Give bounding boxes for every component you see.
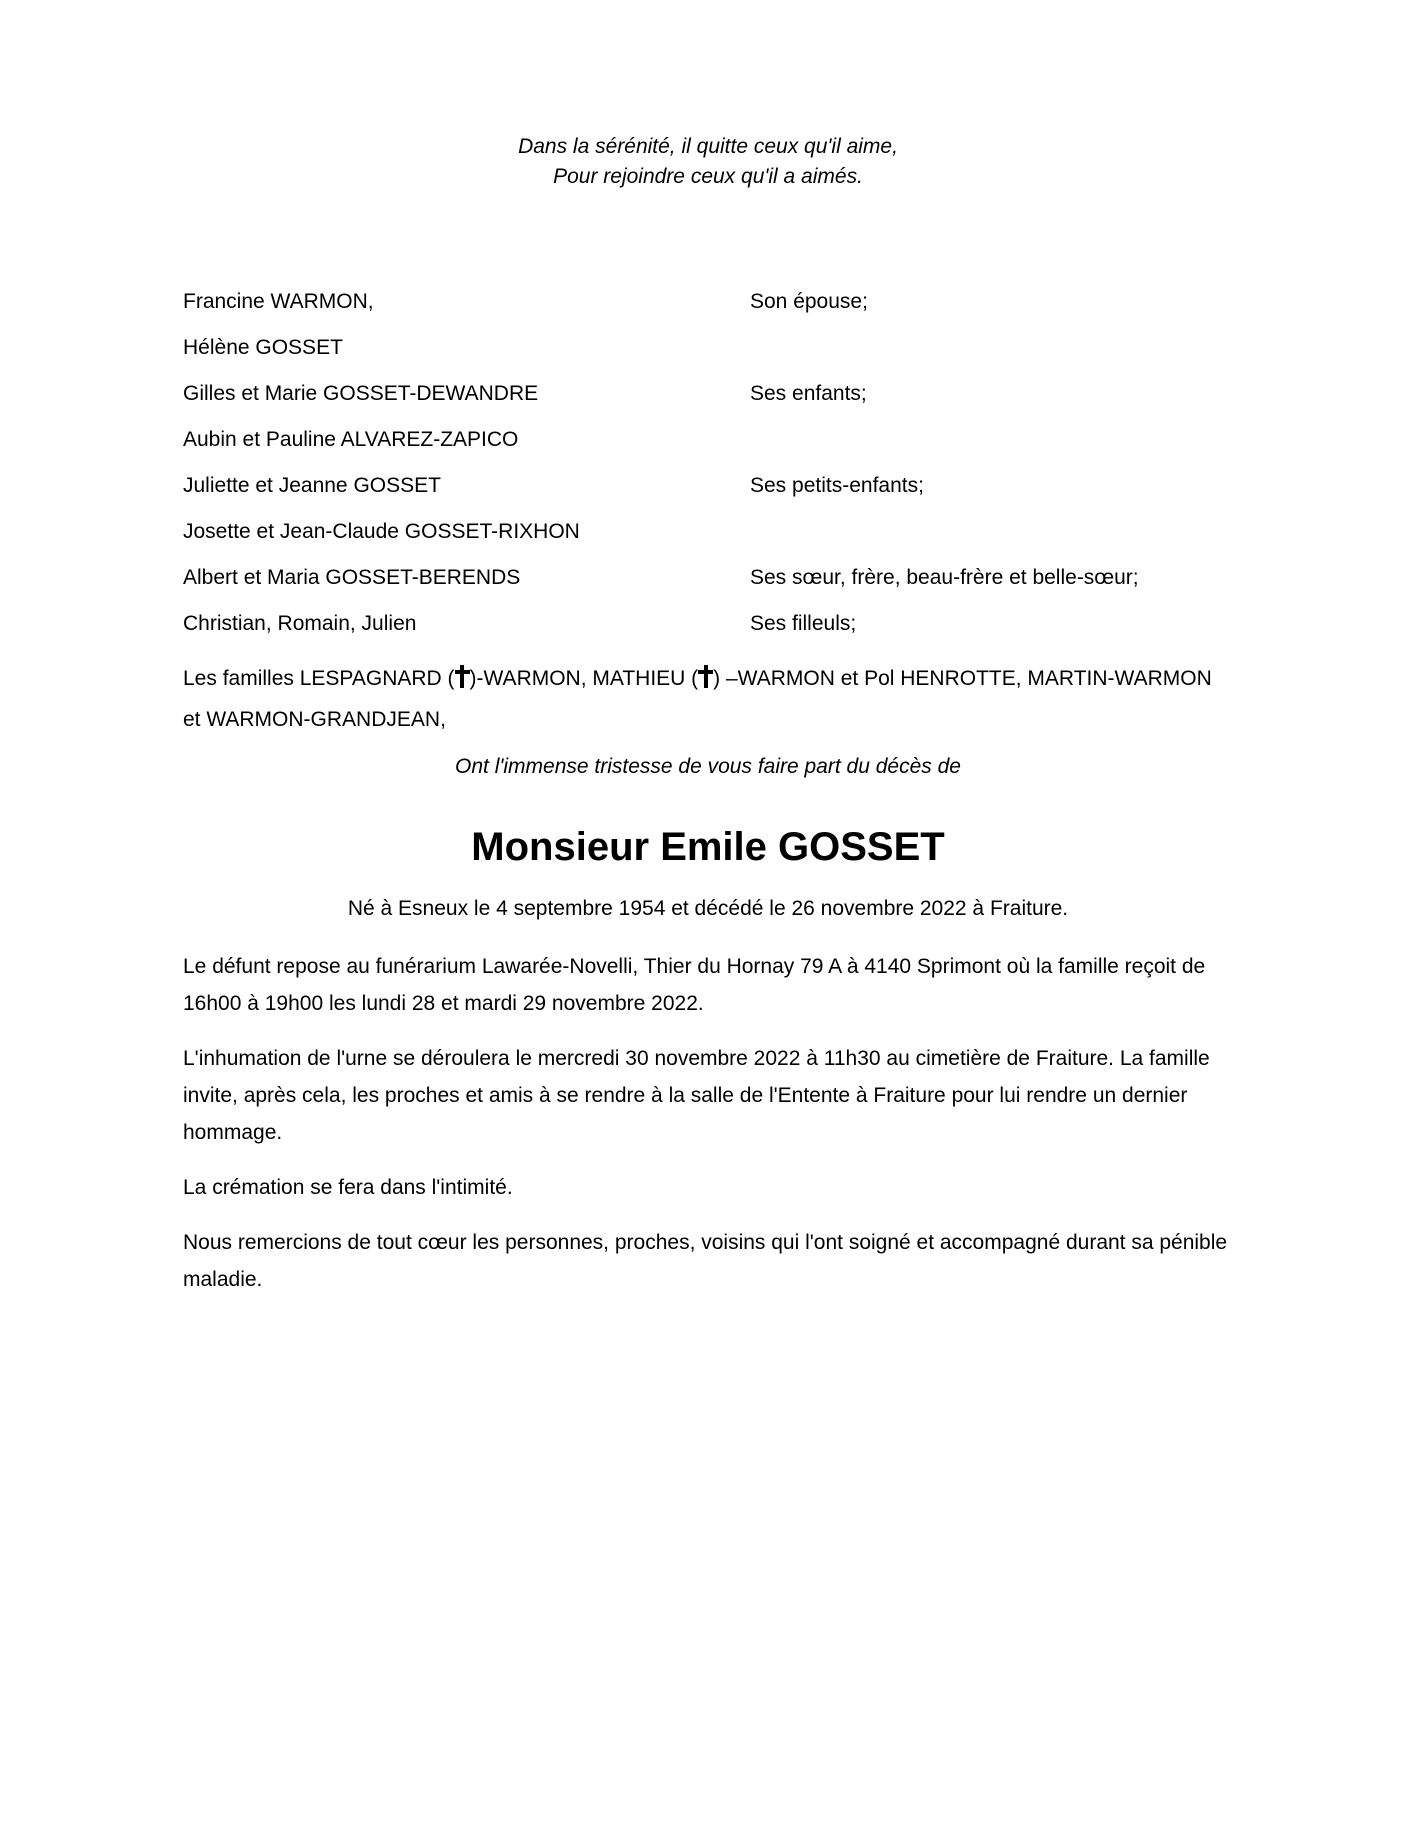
family-relation: Ses filleuls; (750, 612, 857, 635)
family-row (183, 566, 1233, 590)
family-row (183, 428, 1233, 452)
family-names: Josette et Jean-Claude GOSSET-RIXHON (183, 520, 580, 543)
extended-families-text: )-WARMON, MATHIEU ( (469, 667, 699, 690)
family-row (183, 612, 1233, 636)
family-names: Christian, Romain, Julien (183, 612, 417, 635)
epitaph-quote (183, 132, 1233, 192)
family-relation: Ses sœur, frère, beau-frère et belle-sœur; (750, 566, 1139, 589)
deceased-name-title: Monsieur Emile GOSSET (471, 825, 945, 869)
extended-families-line (183, 658, 1233, 740)
extended-families-text: Les familles LESPAGNARD ( (183, 667, 455, 690)
family-names: Hélène GOSSET (183, 336, 343, 359)
family-row (183, 290, 1233, 314)
family-relation (750, 520, 1233, 544)
latin-cross-icon (455, 665, 470, 688)
family-row (183, 382, 1233, 406)
family-relations-list (183, 290, 1233, 636)
family-names: Gilles et Marie GOSSET-DEWANDRE (183, 382, 539, 405)
epitaph-quote-line-2: Pour rejoindre ceux qu'il a aimés. (553, 165, 863, 188)
family-relation (750, 428, 1233, 452)
family-row (183, 474, 1233, 498)
cremation-paragraph: La crémation se fera dans l'intimité. (183, 1176, 513, 1199)
family-row (183, 336, 1233, 360)
announcement-line: Ont l'immense tristesse de vous faire part du décès de (455, 755, 961, 778)
thanks-paragraph: Nous remercions de tout cœur les personnes, proches, voisins qui l'ont soigné et accompagné durant sa pénible maladie. (183, 1231, 1228, 1291)
burial-paragraph: L'inhumation de l'urne se déroulera le mercredi 30 novembre 2022 à 11h30 au cimetière de Fraiture. La famille invite, après cela, les proches et amis à se rendre à la salle de l'Entente à Fraiture pour lui rendre un dernier hommage. (183, 1047, 1210, 1144)
family-relation (750, 336, 1233, 360)
latin-cross-icon (698, 665, 713, 688)
family-relation: Ses petits-enfants; (750, 474, 924, 497)
family-names: Aubin et Pauline ALVAREZ-ZAPICO (183, 428, 519, 451)
family-row (183, 520, 1233, 544)
family-relation: Son épouse; (750, 290, 868, 313)
family-relation: Ses enfants; (750, 382, 867, 405)
funeral-home-paragraph: Le défunt repose au funérarium Lawarée-Novelli, Thier du Hornay 79 A à 4140 Sprimont où la famille reçoit de 16h00 à 19h00 les lundi 28 et mardi 29 novembre 2022. (183, 955, 1206, 1015)
epitaph-quote-line-1: Dans la sérénité, il quitte ceux qu'il aime, (518, 135, 898, 158)
birth-death-line: Né à Esneux le 4 septembre 1954 et décédé le 26 novembre 2022 à Fraiture. (347, 897, 1069, 920)
family-names: Francine WARMON, (183, 290, 374, 313)
family-names: Juliette et Jeanne GOSSET (183, 474, 441, 497)
family-names: Albert et Maria GOSSET-BERENDS (183, 566, 521, 589)
extended-families-text: ) –WARMON et Pol HENROTTE, MARTIN-WARMON et WARMON-GRANDJEAN, (183, 667, 1212, 731)
